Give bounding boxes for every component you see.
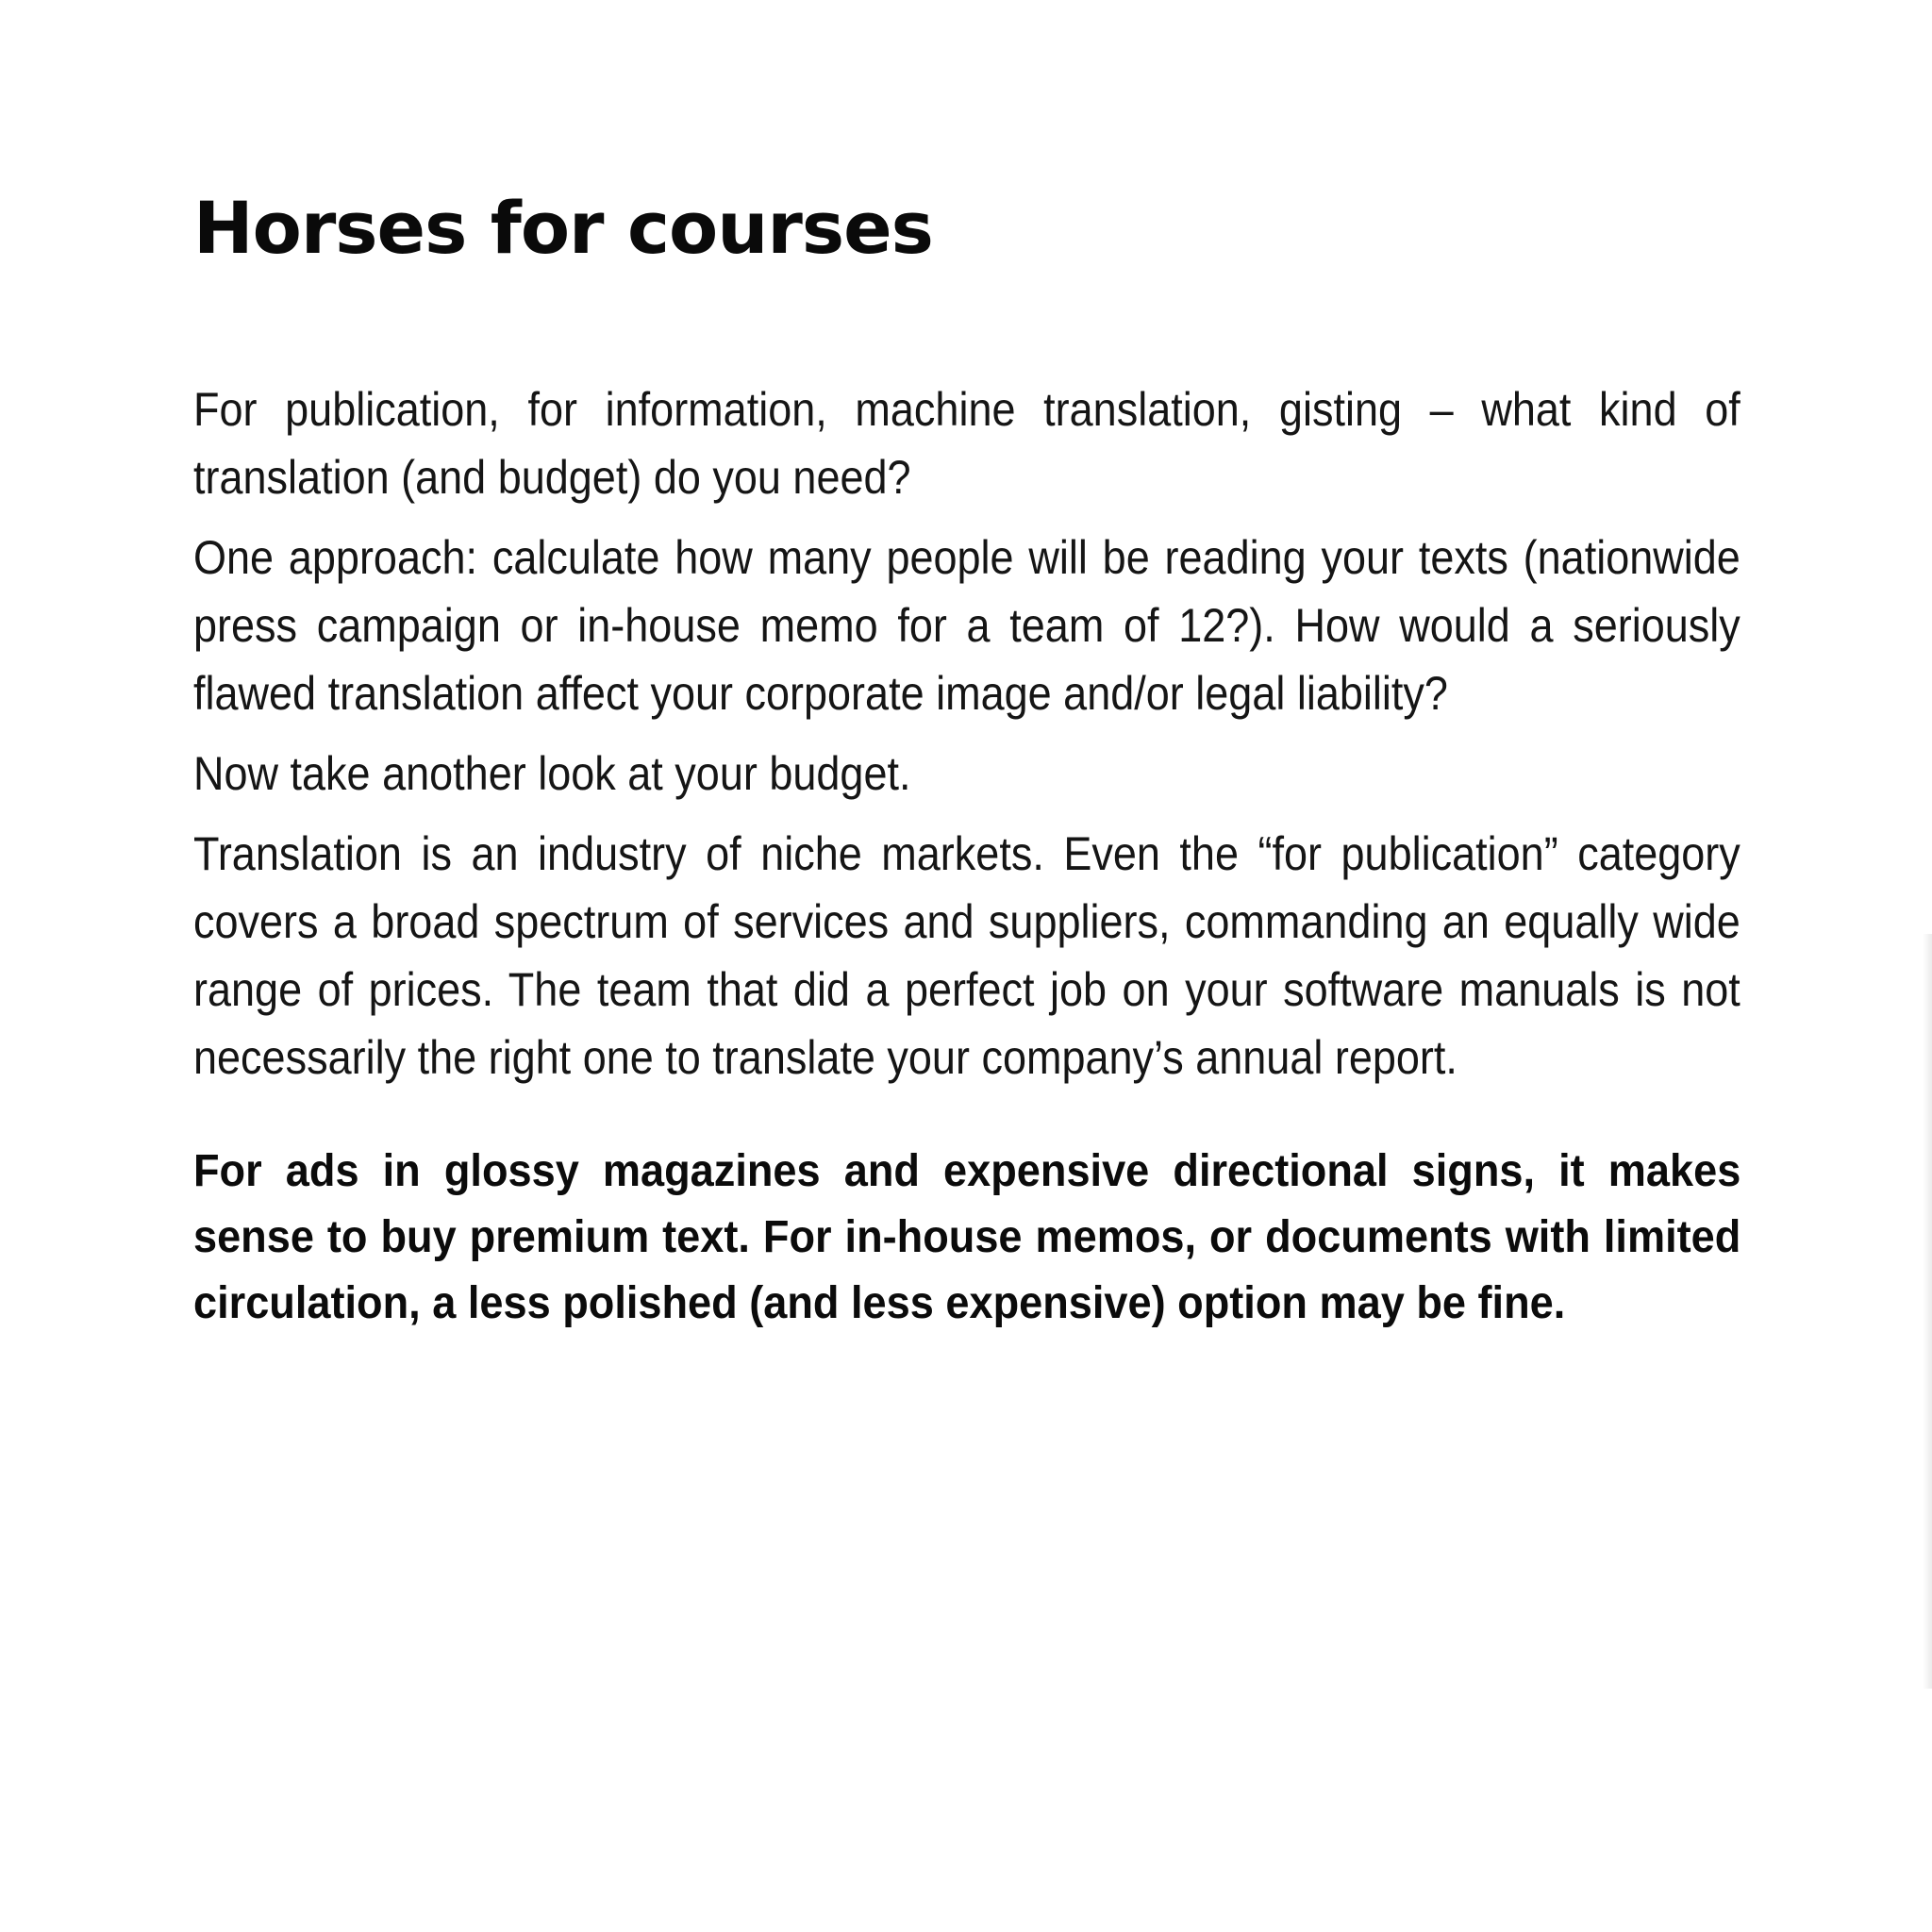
paragraph-purpose: For publication, for information, machine translation, gisting – what kind of translation (and budget) do you need? — [193, 383, 1740, 504]
page-title: Horses for courses — [193, 186, 933, 270]
paragraph-approach: One approach: calculate how many people will be reading your texts (nationwide press campaign or in-house memo for a team of 12?). How would a seriously flawed translation affect your corporate image and/or legal liability? — [193, 531, 1740, 720]
article-body — [193, 375, 1740, 1349]
highlight-paragraph: For ads in glossy magazines and expensive directional signs, it makes sense to buy premium text. For in-house memos, or documents with limited circulation, a less polished (and less expensive) option may be fine. — [193, 1146, 1741, 1328]
paragraph-niche-markets: Translation is an industry of niche markets. Even the “for publication” category covers a broad spectrum of services and suppliers, commanding an equally wide range of prices. The team that did a perfect job on your software manuals is not necessarily the right one to translate your company’s annual report. — [193, 827, 1740, 1084]
page-edge-shadow — [1923, 934, 1932, 1689]
paragraph-budget: Now take another look at your budget. — [193, 747, 911, 800]
